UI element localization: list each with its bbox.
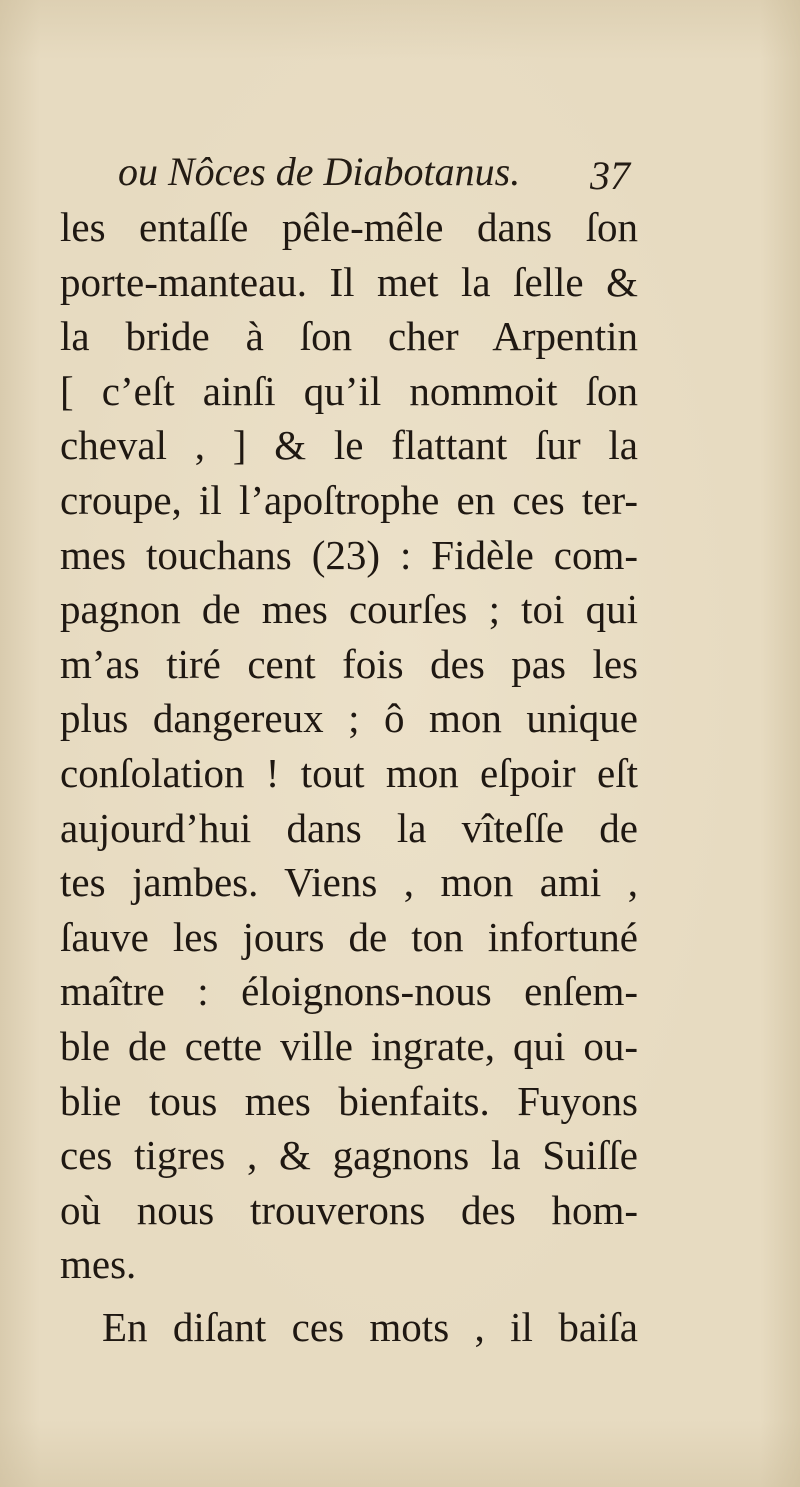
text-line: blie tous mes bienfaits. Fuyons xyxy=(60,1077,638,1124)
text-line: porte-manteau. Il met la ſelle & xyxy=(60,258,638,305)
text-line: ſauve les jours de ton infortuné xyxy=(60,913,638,960)
text-line: mes. xyxy=(60,1241,137,1288)
text-line: cheval , ] & le flattant ſur la xyxy=(60,422,638,469)
text-line: ces tigres , & gagnons la Suiſſe xyxy=(60,1132,638,1179)
text-line: maître : éloignons-nous enſem- xyxy=(60,968,638,1015)
text-line: ble de cette ville ingrate, qui ou- xyxy=(60,1022,638,1069)
running-head-title: ou Nôces de Diabotanus. xyxy=(118,149,521,194)
text-line: aujourd’hui dans la vîteſſe de xyxy=(60,804,638,851)
text-line: conſolation ! tout mon eſpoir eſt xyxy=(60,749,638,796)
running-head xyxy=(118,148,638,198)
text-line: où nous trouverons des hom- xyxy=(60,1186,638,1233)
text-line: m’as tiré cent fois des pas les xyxy=(60,640,638,687)
text-line: tes jambes. Viens , mon ami , xyxy=(60,859,638,906)
text-line: les entaſſe pêle-mêle dans ſon xyxy=(60,204,638,250)
page-number: 37 xyxy=(590,153,630,198)
text-line: plus dangereux ; ô mon unique xyxy=(60,695,638,742)
text-line: mes touchans (23) : Fidèle com- xyxy=(60,531,638,578)
text-line: [ c’eſt ainſi qu’il nommoit ſon xyxy=(60,367,638,414)
text-line: la bride à ſon cher Arpentin xyxy=(60,313,638,360)
catchline: En diſant ces mots , il baiſa xyxy=(102,1303,638,1350)
body-text xyxy=(60,200,638,1354)
text-line: croupe, il l’apoſtrophe en ces ter- xyxy=(60,476,638,523)
text-line: pagnon de mes courſes ; toi qui xyxy=(60,586,638,633)
